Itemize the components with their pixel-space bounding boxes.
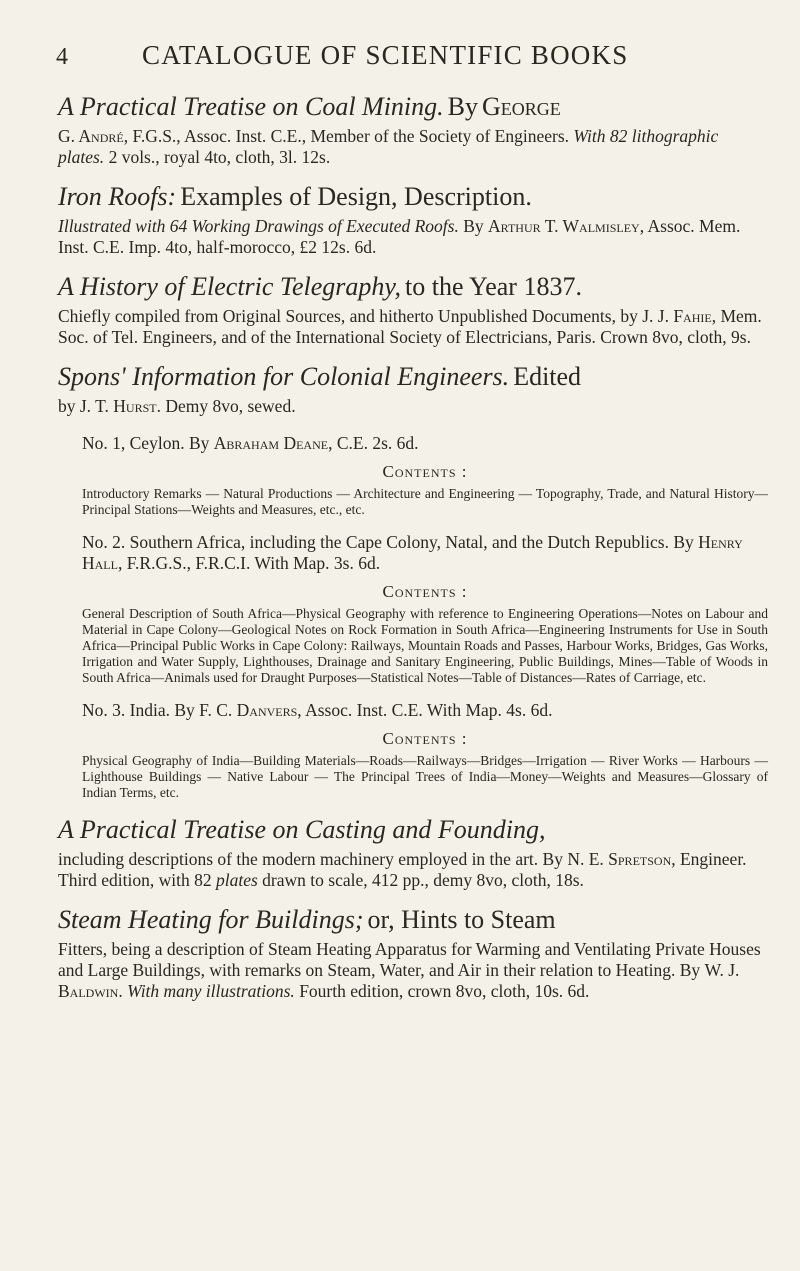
page-header bbox=[58, 40, 768, 76]
entry-author: N. E. Spretson, bbox=[567, 849, 676, 869]
contents-text: Introductory Remarks — Natural Productions — Architecture and Engineering — Topography, Trade, and Natural History—Principal Stations—Weights and Measures, etc., etc. bbox=[82, 486, 768, 517]
entry-casting-founding: A Practical Treatise on Casting and Founding, including descriptions of the modern machinery employed in the art. By N. E. Spretson, Engineer. Third edition, with 82 plates drawn to scale, 412 pp., demy 8vo, cloth, 18s. bbox=[58, 815, 747, 890]
contents-heading: Contents : bbox=[382, 582, 468, 601]
entry-title: A History of Electric Telegraphy, bbox=[58, 272, 402, 301]
entry-author: J. T. Hurst. bbox=[79, 396, 161, 416]
entry-coal-mining: A Practical Treatise on Coal Mining. By George G. André, F.G.S., Assoc. Inst. C.E., Member of the Society of Engineers. With 82 lithographic plates. 2 vols., royal 4to, cloth, 3l. 12s. bbox=[58, 92, 719, 167]
entry-author: F. C. Danvers, bbox=[199, 700, 302, 720]
entry-title: A Practical Treatise on Coal Mining. bbox=[58, 92, 444, 121]
entry-author: Abraham Deane, bbox=[213, 433, 333, 453]
entry-title: Steam Heating for Buildings; bbox=[58, 905, 364, 934]
contents-heading: Contents : bbox=[382, 729, 468, 748]
entry-author: W. J. Baldwin. bbox=[58, 960, 740, 1001]
spons-part-india: No. 3. India. By F. C. Danvers, Assoc. Inst. C.E. With Map. 4s. 6d. Contents : Physical Geography of India—Building Materials—Roads—Railways—Bridges—Irrigation — River Works — Harbours — Lighthouse Buildings — Native Labour — The Principal Trees of India—Money—Weights and Measures—Glossary of Indian Terms, etc. bbox=[82, 700, 768, 800]
spons-part-southern-africa: No. 2. Southern Africa, including the Cape Colony, Natal, and the Dutch Republics. By Henry Hall, F.R.G.S., F.R.C.I. With Map. 3s. 6d. Contents : General Description of South Africa—Physical Geography with reference to Engineering Operations—Notes on Labour and Material in Cape Colony—Geological Notes on Rock Formation in South Africa—Engineering Instruments for Use in South Africa—Principal Public Works in Cape Colony: Railways, Mountain Roads and Passes, Harbour Works, Bridges, Gas Works, Irrigation and Water Supply, Lighthouses, Drainage and Sanitary Engineering, Public Buildings, Mines—Table of Woods in South Africa—Animals used for Draught Purposes—Statistical Notes—Table of Distances—Rates of Carriage, etc. bbox=[82, 532, 768, 685]
spons-part-ceylon: No. 1, Ceylon. By Abraham Deane, C.E. 2s. 6d. Contents : Introductory Remarks — Natural Productions — Architecture and Engineering — Topography, Trade, and Natural History—Principal Stations—Weights and Measures, etc., etc. bbox=[82, 433, 768, 517]
contents-text: General Description of South Africa—Physical Geography with reference to Engineering Operations—Notes on Labour and Material in Cape Colony—Geological Notes on Rock Formation in South Africa—Engineering Instruments for Use in South Africa—Principal Public Works in Cape Colony: Railways, Mountain Roads and Passes, Harbour Works, Bridges, Gas Works, Irrigation and Water Supply, Lighthouses, Drainage and Sanitary Engineering, Public Buildings, Mines—Table of Woods in South Africa—Animals used for Draught Purposes—Statistical Notes—Table of Distances—Rates of Carriage, etc. bbox=[82, 606, 768, 685]
entry-title: A Practical Treatise on Casting and Founding, bbox=[58, 815, 546, 844]
running-head: CATALOGUE OF SCIENTIFIC BOOKS bbox=[142, 40, 629, 70]
contents-heading: Contents : bbox=[382, 462, 468, 481]
entry-steam-heating: Steam Heating for Buildings; or, Hints to Steam Fitters, being a description of Steam Heating Apparatus for Warming and Ventilating Private Houses and Large Buildings, with remarks on Steam, Water, and Air in their relation to Heating. By W. J. Baldwin. With many illustrations. Fourth edition, crown 8vo, cloth, 10s. 6d. bbox=[58, 905, 761, 1001]
entry-author: Arthur T. Walmisley, bbox=[488, 216, 645, 236]
entry-author: Henry Hall, bbox=[82, 532, 743, 573]
contents-text: Physical Geography of India—Building Materials—Roads—Railways—Bridges—Irrigation — River Works — Harbours — Lighthouse Buildings — Native Labour — The Principal Trees of India—Money—Weights and Measures—Glossary of Indian Terms, etc. bbox=[82, 753, 768, 800]
entry-author: J. J. Fahie, bbox=[642, 306, 717, 326]
catalogue-page bbox=[58, 40, 768, 1002]
entry-title: Iron Roofs: bbox=[58, 182, 177, 211]
entry-title: Spons' Information for Colonial Engineers. bbox=[58, 362, 510, 391]
entry-iron-roofs: Iron Roofs: Examples of Design, Description. Illustrated with 64 Working Drawings of Executed Roofs. By Arthur T. Walmisley, Assoc. Mem. Inst. C.E. Imp. 4to, half-morocco, £2 12s. 6d. bbox=[58, 182, 741, 257]
entry-spons-information: Spons' Information for Colonial Engineers. Edited by J. T. Hurst. Demy 8vo, sewed. No. 1, Ceylon. By Abraham Deane, C.E. 2s. 6d. Contents : Introductory Remarks — Natural Productions — Architecture and Engineering — Topography, Trade, and Natural History—Principal Stations—Weights and Measures, etc., etc. No. 2. Southern Africa, including the Cape Colony, Natal, and the Dutch Republics. By Henry Hall, F.R.G.S., F.R.C.I. With Map. 3s. 6d. Contents : General Description of South Africa—Physical Geography with reference to Engineering Operations—Notes on Labour and Material in Cape Colony—Geological Notes on Rock Formation in South Africa—Engineering Instruments for Use in South Africa—Principal Public Works in Cape Colony: Railways, Mountain Roads and Passes, Harbour Works, Bridges, Gas Works, Irrigation and Water Supply, Lighthouses, Drainage and Sanitary Engineering, Public Buildings, Mines—Table of Woods in South Africa—Animals used for Draught Purposes—Statistical Notes—Table of Distances—Rates of Carriage, etc. No. 3. India. By F. C. Danvers, Assoc. Inst. C.E. With Map. 4s. 6d. Contents : Physical Geography of India—Building Materials—Roads—Railways—Bridges—Irrigation — River Works — Harbours — Lighthouse Buildings — Native Labour — The Principal Trees of India—Money—Weights and Measures—Glossary of Indian Terms, etc. bbox=[58, 362, 768, 800]
entry-electric-telegraphy: A History of Electric Telegraphy, to the Year 1837. Chiefly compiled from Original Sources, and hitherto Unpublished Documents, by J. J. Fahie, Mem. Soc. of Tel. Engineers, and of the International Society of Electricians, Paris. Crown 8vo, cloth, 9s. bbox=[58, 272, 762, 347]
entry-author: George bbox=[482, 92, 561, 121]
page-number: 4 bbox=[56, 44, 68, 70]
